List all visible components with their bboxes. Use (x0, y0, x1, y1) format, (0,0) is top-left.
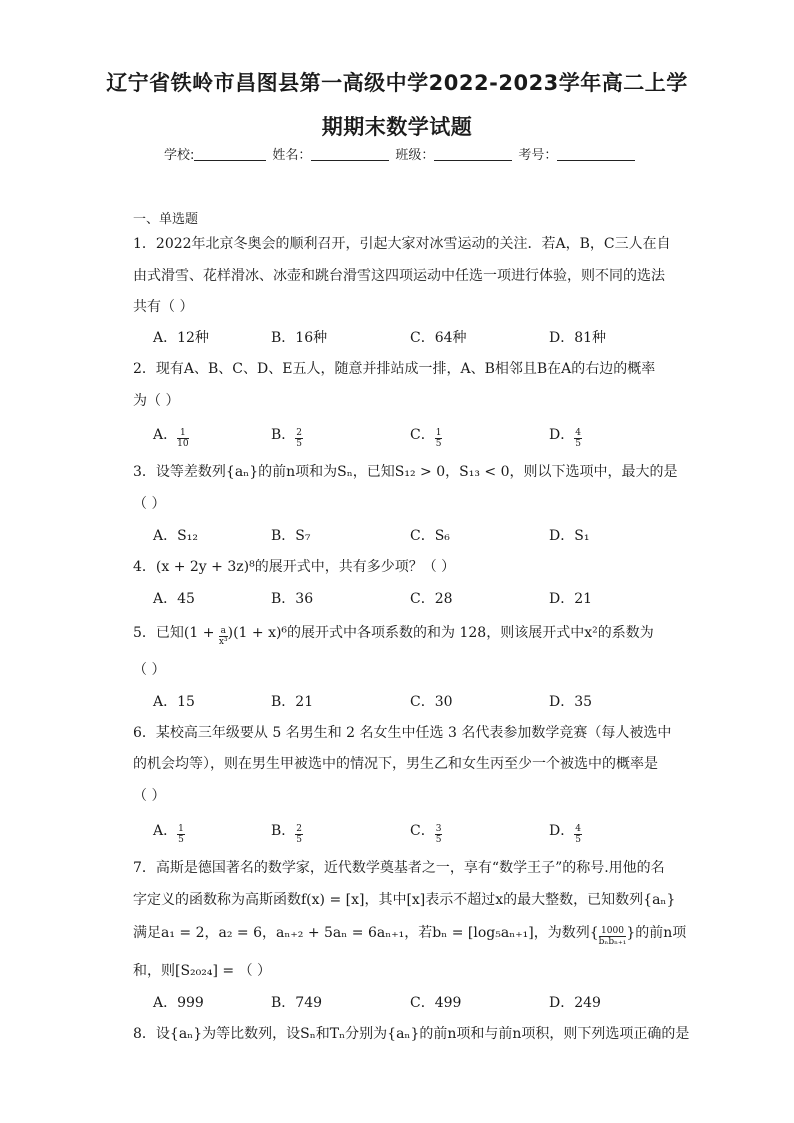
q3-option-a[interactable]: A．S₁₂ (153, 528, 198, 544)
q6-option-d[interactable] (549, 820, 582, 845)
q7-option-d[interactable]: D．249 (549, 995, 601, 1011)
q6-option-a[interactable] (153, 820, 185, 845)
q3-option-c[interactable]: C．S₆ (410, 528, 450, 544)
q7-line2: 字定义的函数称为高斯函数f(x) = [x]，其中[x]表示不超过x的最大整数，已知数列{aₙ} (133, 892, 676, 908)
q7-line1: 7．高斯是德国著名的数学家，近代数学奠基者之一，享有“数学王子”的称号.用他的名 (133, 860, 665, 876)
q4-option-a[interactable]: A．45 (153, 591, 195, 607)
q5-option-c[interactable]: C．30 (410, 694, 453, 710)
q5-fraction-denominator: x³ (218, 637, 228, 647)
q1-option-d[interactable]: D．81种 (549, 330, 607, 346)
q2-option-c-label: C． (410, 427, 435, 443)
name-field[interactable] (311, 146, 389, 161)
q6-option-a-denominator: 5 (178, 835, 184, 845)
q1-line1: 1．2022年北京冬奥会的顺利召开，引起大家对冰雪运动的关注．若A，B，C三人在自 (133, 236, 671, 252)
q1-option-c[interactable]: C．64种 (410, 330, 467, 346)
q6-line1: 6．某校高三年级要从 5 名男生和 2 名女生中任选 3 名代表参加数学竞赛（每人被选中 (133, 725, 672, 741)
q5-fraction-numerator: a (220, 626, 226, 636)
q7-line3 (133, 922, 686, 947)
q5-option-d[interactable]: D．35 (549, 694, 593, 710)
q6-line3: （ ） (133, 788, 166, 804)
q2-option-d-fraction (574, 428, 582, 449)
q2-option-a-denominator: 10 (177, 439, 189, 449)
q7-fraction-numerator: 1000 (599, 926, 627, 937)
exam-no-field[interactable] (557, 146, 635, 161)
q7-line3-prefix: 满足a₁ = 2，a₂ = 6，aₙ₊₂ + 5aₙ = 6aₙ₊₁，若bₙ = [log₅aₙ₊₁]，为数列 (133, 925, 590, 941)
q6-option-d-fraction (574, 824, 582, 845)
q7-line4: 和，则[S₂₀₂₄] = （ ） (133, 963, 272, 979)
q2-option-a-numerator: 1 (177, 428, 188, 439)
q4-option-d[interactable]: D．21 (549, 591, 593, 607)
q6-option-c-denominator: 5 (435, 835, 442, 845)
student-info-row (164, 144, 641, 163)
q2-option-d-denominator: 5 (575, 439, 581, 449)
q5-option-b[interactable]: B．21 (271, 694, 314, 710)
q7-fraction-denominator: bₙbₙ₊₁ (598, 937, 627, 947)
q6-option-c-numerator: 3 (435, 824, 442, 834)
q6-option-c-fraction (435, 824, 443, 845)
q6-option-d-numerator: 4 (575, 824, 581, 834)
q7-brace-open: { (589, 925, 599, 941)
q2-option-c-denominator: 5 (435, 439, 442, 449)
q5-line1-prefix: 5．已知 (133, 625, 184, 641)
q2-option-b-label: B． (271, 427, 296, 443)
q8-line1: 8．设{aₙ}为等比数列，设Sₙ和Tₙ分别为{aₙ}的前n项和与前n项积，则下列选项正确的是 (133, 1026, 690, 1042)
q4-option-c[interactable]: C．28 (410, 591, 453, 607)
q7-option-c[interactable]: C．499 (410, 995, 462, 1011)
q3-line2: （ ） (133, 496, 166, 512)
school-field[interactable] (194, 146, 266, 161)
q1-option-b[interactable]: B．16种 (271, 330, 328, 346)
q2-line1: 2．现有A、B、C、D、E五人，随意并排站成一排，A、B相邻且B在A的右边的概率 (133, 361, 656, 377)
exam-no-label: 考号： (518, 148, 558, 163)
q7-line3-suffix: 的前n项 (635, 925, 687, 941)
q5-line2: （ ） (133, 662, 166, 678)
q6-line2: 的机会均等），则在男生甲被选中的情况下，男生乙和女生丙至少一个被选中的概率是 (133, 756, 658, 772)
q2-option-c-fraction (435, 428, 443, 449)
q3-line1: 3．设等差数列{aₙ}的前n项和为Sₙ，已知S₁₂ > 0，S₁₃ < 0，则以下选项中，最大的是 (133, 464, 678, 480)
q5-option-a[interactable]: A．15 (153, 694, 195, 710)
exam-title-line2: 期期末数学试题 (321, 115, 473, 139)
q2-option-c-numerator: 1 (435, 428, 442, 438)
q2-option-c[interactable] (410, 424, 442, 449)
q1-option-a[interactable]: A．12种 (153, 330, 209, 346)
q2-option-b-numerator: 2 (296, 428, 303, 438)
q2-option-d[interactable] (549, 424, 582, 449)
q6-option-d-label: D． (549, 823, 575, 839)
q2-option-d-numerator: 4 (575, 428, 581, 438)
q6-option-a-fraction (177, 824, 185, 845)
q6-option-b-denominator: 5 (296, 835, 303, 845)
q5-line1 (133, 622, 654, 647)
q2-option-b[interactable] (271, 424, 303, 449)
q6-option-c-label: C． (410, 823, 435, 839)
q7-brace-close: } (626, 925, 636, 941)
q2-option-d-label: D． (549, 427, 575, 443)
q2-option-a-label: A． (153, 427, 178, 443)
q2-option-b-fraction (295, 428, 303, 449)
q6-option-b[interactable] (271, 820, 303, 845)
q1-line2: 由式滑雪、花样滑冰、冰壶和跳台滑雪这四项运动中任选一项进行体验，则不同的选法 (133, 268, 665, 284)
q6-option-a-numerator: 1 (178, 824, 184, 834)
q2-option-a-fraction (177, 428, 188, 449)
q3-option-d[interactable]: D．S₁ (549, 528, 590, 544)
q6-option-d-denominator: 5 (575, 835, 581, 845)
q6-option-b-fraction (295, 824, 303, 845)
class-field[interactable] (434, 146, 512, 161)
q4-option-b[interactable]: B．36 (271, 591, 314, 607)
name-label: 姓名： (272, 148, 312, 163)
section-title: 一、单选题 (133, 212, 199, 227)
q7-option-b[interactable]: B．749 (271, 995, 323, 1011)
q1-line3: 共有（ ） (133, 299, 194, 315)
q3-option-b[interactable]: B．S₇ (271, 528, 311, 544)
q5-fraction (219, 626, 228, 647)
school-label: 学校: (164, 148, 195, 163)
q6-option-a-label: A． (153, 823, 178, 839)
q2-option-a[interactable] (153, 424, 189, 449)
q7-option-a[interactable]: A．999 (153, 995, 204, 1011)
q6-option-b-label: B． (271, 823, 296, 839)
q7-fraction (599, 926, 627, 947)
q6-option-b-numerator: 2 (296, 824, 303, 834)
exam-title-line1: 辽宁省铁岭市昌图县第一高级中学2022-2023学年高二上学 (106, 71, 688, 95)
q5-expr-b: )(1 + x)⁶的展开式中各项系数的和为 128，则该展开式中x²的系数为 (227, 625, 654, 641)
q2-line2: 为（ ） (133, 393, 180, 409)
q5-expr-a: (1 + (183, 625, 219, 641)
q2-option-b-denominator: 5 (296, 439, 303, 449)
q4-line1: 4．(x + 2y + 3z)⁸的展开式中，共有多少项？（ ） (133, 559, 456, 575)
q6-option-c[interactable] (410, 820, 442, 845)
class-label: 班级： (395, 148, 435, 163)
